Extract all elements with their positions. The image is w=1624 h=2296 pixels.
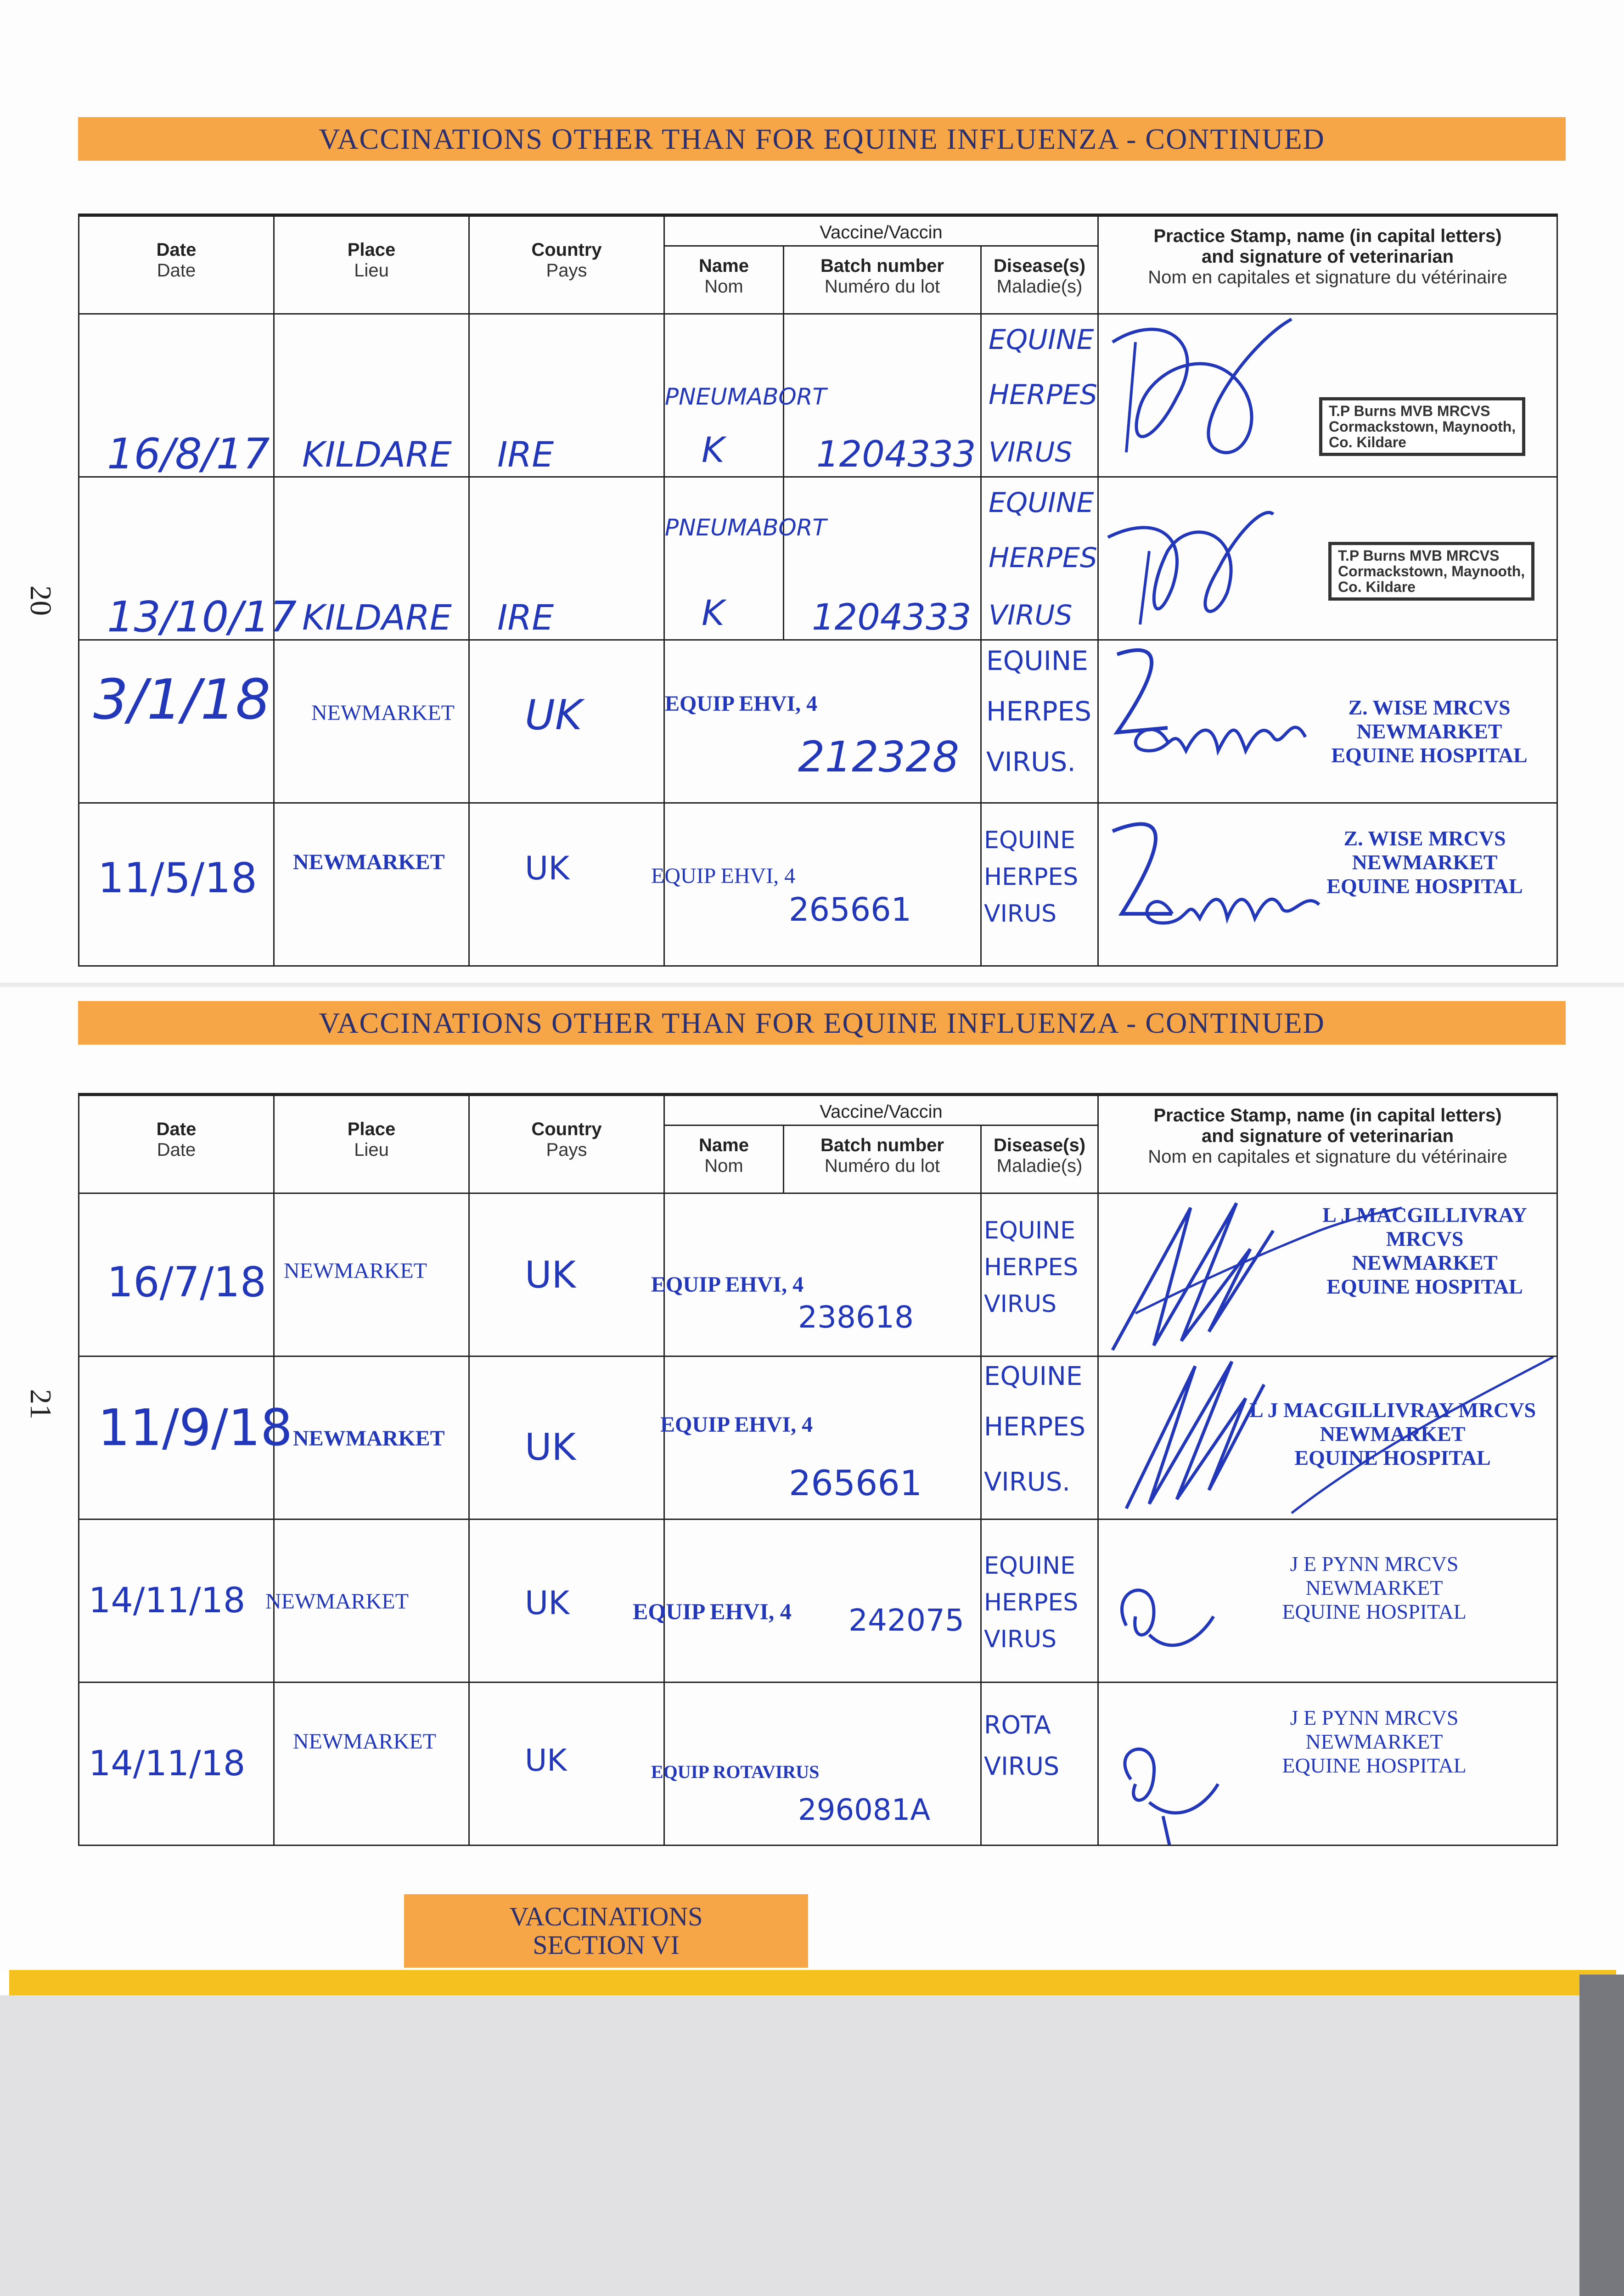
entry-place: NEWMARKET [265, 1589, 409, 1614]
country-header: Country Pays [469, 1095, 664, 1193]
batch-number: 1204333 [816, 434, 976, 475]
entry-date: 13/10/17 [107, 592, 297, 642]
date-header: Date Date [79, 1095, 274, 1193]
place-header: Place Lieu [274, 1095, 469, 1193]
entry-country: IRE [497, 434, 554, 475]
vaccine-name: EQUIP EHVI, 4 [660, 1412, 813, 1437]
disease-line: HERPES [984, 1412, 1086, 1442]
scan-edge [1579, 1975, 1624, 2296]
disease-line: EQUINE [989, 324, 1094, 356]
vaccine-name: EQUIP EHVI, 4 [651, 864, 796, 888]
vaccination-table [78, 214, 1558, 967]
entry-country: UK [525, 850, 570, 887]
page-number: 20 [24, 585, 57, 616]
disease-line: EQUINE [984, 827, 1075, 854]
disease-line: HERPES [989, 379, 1097, 411]
disease-line: EQUINE [984, 1217, 1075, 1244]
disease-line: HERPES [986, 696, 1091, 727]
disease-line: HERPES [984, 1589, 1079, 1616]
entry-country: UK [525, 1426, 576, 1469]
table-row [79, 314, 1557, 477]
batch-number: 265661 [789, 891, 912, 929]
practice-stamp: J E PYNN MRCVS NEWMARKET EQUINE HOSPITAL [1282, 1552, 1467, 1623]
disease-line: HERPES [984, 1254, 1079, 1281]
vaccine-name: EQUIP EHVI, 4 [665, 692, 818, 716]
entry-country: UK [525, 1254, 576, 1296]
disease-line: VIRUS [984, 1752, 1060, 1781]
disease-line: EQUINE [986, 645, 1088, 676]
batch-number: 242075 [849, 1603, 964, 1638]
disease-line: VIRUS. [986, 746, 1076, 777]
table-row [79, 1683, 1557, 1846]
disease-header: Disease(s) Maladie(s) [981, 246, 1098, 314]
entry-place: NEWMARKET [311, 701, 455, 725]
section-tab: VACCINATIONS SECTION VI [404, 1894, 808, 1968]
practice-stamp: L J MACGILLIVRAY MRCVS NEWMARKET EQUINE HOSPITAL [1322, 1203, 1527, 1298]
table-row [79, 1356, 1557, 1519]
entry-country: UK [525, 691, 582, 739]
vaccine-name: EQUIP ROTAVIRUS [651, 1761, 820, 1782]
entry-place: NEWMARKET [293, 1729, 436, 1754]
passport-page-21 [0, 987, 1624, 1970]
disease-line: HERPES [984, 863, 1079, 891]
disease-line: VIRUS [984, 900, 1057, 928]
entry-date: 11/9/18 [98, 1398, 293, 1457]
practice-stamp: Z. WISE MRCVS NEWMARKET EQUINE HOSPITAL [1326, 827, 1523, 898]
entry-date: 3/1/18 [93, 668, 271, 732]
disease-line: ROTA [984, 1711, 1051, 1739]
entry-date: 14/11/18 [89, 1580, 246, 1621]
practice-stamp: T.P Burns MVB MRCVS Cormackstown, Maynooth, Co. Kildare [1319, 397, 1525, 456]
table-row [79, 1193, 1557, 1356]
entry-date: 16/7/18 [107, 1258, 266, 1306]
vaccine-group-header: Vaccine/Vaccin [664, 215, 1098, 246]
vaccine-name-suffix: K [702, 429, 725, 470]
batch-header: Batch number Numéro du lot [784, 246, 981, 314]
disease-line: EQUINE [984, 1552, 1075, 1580]
disease-line: EQUINE [989, 487, 1094, 519]
entry-place: KILDARE [302, 597, 452, 638]
vaccine-group-header: Vaccine/Vaccin [664, 1095, 1098, 1125]
entry-country: UK [525, 1584, 570, 1622]
disease-line: VIRUS [989, 436, 1073, 468]
section-banner: VACCINATIONS OTHER THAN FOR EQUINE INFLUENZA - CONTINUED [78, 117, 1566, 161]
batch-number: 1204333 [812, 597, 972, 638]
name-header: Name Nom [664, 246, 784, 314]
disease-line: VIRUS [984, 1290, 1057, 1318]
table-row [79, 640, 1557, 803]
passport-page-20 [0, 0, 1624, 983]
place-header: Place Lieu [274, 215, 469, 314]
vaccine-name: PNEUMABORT [665, 383, 827, 410]
practice-stamp: Z. WISE MRCVS NEWMARKET EQUINE HOSPITAL [1331, 696, 1528, 767]
disease-header: Disease(s) Maladie(s) [981, 1125, 1098, 1193]
batch-number: 296081A [798, 1793, 931, 1827]
entry-date: 16/8/17 [107, 429, 270, 478]
practice-stamp: T.P Burns MVB MRCVS Cormackstown, Maynooth, Co. Kildare [1328, 542, 1534, 601]
batch-number: 212328 [798, 732, 960, 782]
batch-header: Batch number Numéro du lot [784, 1125, 981, 1193]
page-number: 21 [24, 1389, 57, 1419]
vaccination-table [78, 1093, 1558, 1846]
practice-stamp-header: Practice Stamp, name (in capital letters) and signature of veterinarian Nom en capitales et signature du vétérinaire [1098, 215, 1557, 314]
disease-line: VIRUS. [984, 1467, 1071, 1497]
batch-number: 238618 [798, 1300, 914, 1335]
entry-place: NEWMARKET [284, 1259, 427, 1283]
disease-line: VIRUS [984, 1626, 1057, 1653]
entry-country: IRE [497, 597, 554, 638]
entry-date: 14/11/18 [89, 1743, 246, 1784]
table-row [79, 1519, 1557, 1683]
vaccine-name: PNEUMABORT [665, 514, 827, 541]
section-banner: VACCINATIONS OTHER THAN FOR EQUINE INFLUENZA - CONTINUED [78, 1001, 1566, 1045]
vaccine-name: EQUIP EHVI, 4 [633, 1598, 792, 1624]
disease-line: EQUINE [984, 1362, 1083, 1391]
entry-place: NEWMARKET [293, 1426, 445, 1451]
name-header: Name Nom [664, 1125, 784, 1193]
table-row [79, 803, 1557, 966]
practice-stamp: J E PYNN MRCVS NEWMARKET EQUINE HOSPITAL [1282, 1706, 1467, 1777]
entry-place: KILDARE [302, 434, 452, 475]
date-header: Date Date [79, 215, 274, 314]
batch-number: 265661 [789, 1463, 922, 1503]
disease-line: VIRUS [989, 599, 1073, 631]
cover-edge [9, 1970, 1616, 1995]
practice-stamp: L J MACGILLIVRAY MRCVS NEWMARKET EQUINE HOSPITAL [1249, 1398, 1536, 1469]
vaccine-name: EQUIP EHVI, 4 [651, 1272, 804, 1297]
entry-place: NEWMARKET [293, 850, 445, 874]
table-row [79, 477, 1557, 640]
country-header: Country Pays [469, 215, 664, 314]
practice-stamp-header: Practice Stamp, name (in capital letters) and signature of veterinarian Nom en capitales et signature du vétérinaire [1098, 1095, 1557, 1193]
scan-background [0, 1995, 1579, 2296]
entry-date: 11/5/18 [98, 854, 257, 902]
disease-line: HERPES [989, 542, 1097, 574]
vaccine-name-suffix: K [702, 592, 725, 633]
entry-country: UK [525, 1743, 567, 1778]
